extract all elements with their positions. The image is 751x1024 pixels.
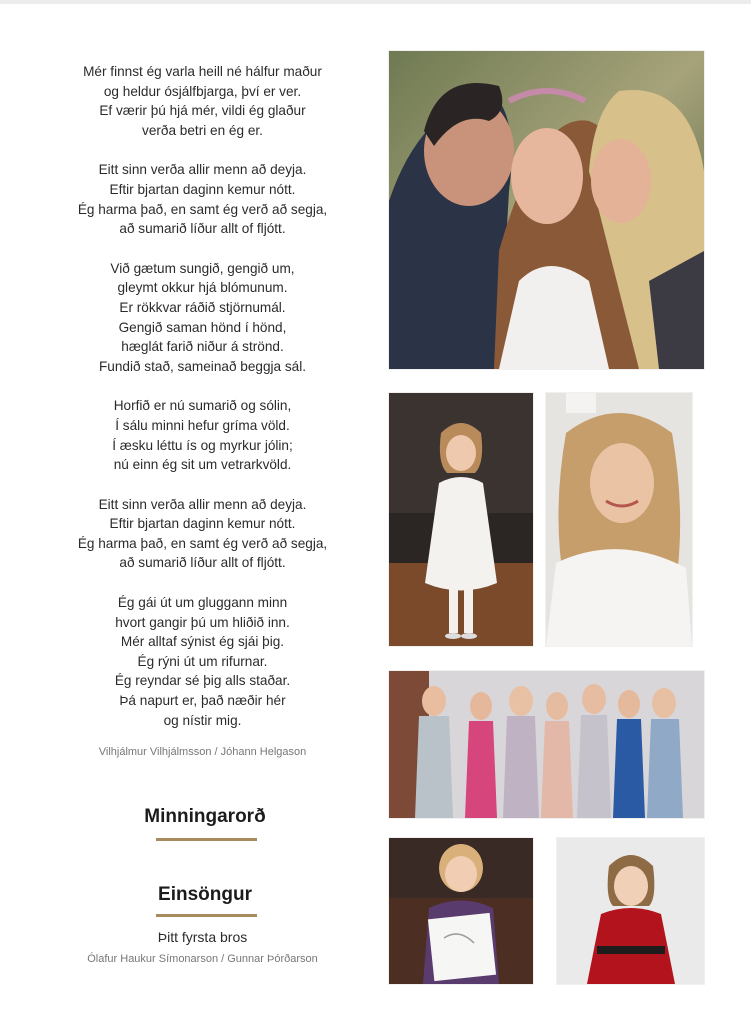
poem-line: Horfið er nú sumarið og sólin, <box>113 398 292 414</box>
poem-line: Eitt sinn verða allir menn að deyja. <box>98 162 307 178</box>
solo-heading-rule <box>156 914 257 917</box>
poem-stanza-2 <box>40 160 365 238</box>
poem-line: Mér finnst ég varla heill né hálfur maður <box>83 64 322 79</box>
poem-line: Mér alltaf sýnist ég sjái þig. <box>120 634 285 650</box>
poem-line: og nístir mig. <box>163 712 242 728</box>
poem-line: Eftir bjartan daginn kemur nótt. <box>109 516 296 532</box>
child-white-dress-photo <box>389 393 533 646</box>
song-credit: Ólafur Haukur Símonarson / Gunnar Þórðarson <box>87 953 318 965</box>
poem-line: hvort gangir þú um hliðið inn. <box>115 614 290 630</box>
poem-line: Gengið saman hönd í hönd, <box>118 319 287 335</box>
group-photo-image <box>389 671 704 818</box>
girl-smiling-photo <box>546 393 692 646</box>
memorial-heading-rule <box>156 838 257 841</box>
poem-line: Fundið stað, sameinað beggja sál. <box>98 358 307 374</box>
child-red-dress-photo <box>557 838 704 984</box>
poem-stanza-4 <box>40 396 365 474</box>
child-white-dress-image <box>389 393 533 646</box>
poem-line: Í sálu minni hefur gríma völd. <box>115 417 290 433</box>
poem-line: Ég harma það, en samt ég verð að segja, <box>77 201 328 217</box>
poem-line: Eftir bjartan daginn kemur nótt. <box>109 181 296 197</box>
poem <box>40 62 365 736</box>
child-red-dress-image <box>557 838 704 984</box>
poem-line: Ég harma það, en samt ég verð að segja, <box>77 535 328 551</box>
family-portrait-photo <box>389 51 704 369</box>
poem-stanza-3 <box>40 259 365 377</box>
page-top-edge <box>0 0 751 4</box>
poem-stanza-6 <box>40 593 365 730</box>
poem-line: verða betri en ég er. <box>142 122 263 138</box>
poem-credit: Vilhjálmur Vilhjálmsson / Jóhann Helgason <box>98 746 307 758</box>
poem-line: að sumarið líður allt of fljótt. <box>119 221 286 237</box>
poem-line: Ég rýni út um rifurnar. <box>137 653 268 669</box>
poem-line: Eitt sinn verða allir menn að deyja. <box>98 496 307 512</box>
poem-line: nú einn ég sit um vetrarkvöld. <box>113 457 292 473</box>
child-drawing-image <box>389 838 533 984</box>
solo-heading: Einsöngur <box>158 884 252 905</box>
poem-line: Ef værir þú hjá mér, vildi ég glaður <box>99 103 306 119</box>
poem-line: Við gætum sungið, gengið um, <box>110 260 295 276</box>
poem-line: Er rökkvar ráðið stjörnumál. <box>119 299 286 315</box>
poem-line: Þá napurt er, það næðir hér <box>119 693 286 709</box>
family-portrait-image <box>389 51 704 369</box>
child-drawing-photo <box>389 838 533 984</box>
poem-line: og heldur ósjálfbjarga, því er ver. <box>103 83 302 99</box>
poem-line: gleymt okkur hjá blómunum. <box>117 280 288 296</box>
poem-line: hæglát farið niður á strönd. <box>121 339 284 355</box>
poem-stanza-5 <box>40 495 365 573</box>
song-title: Þitt fyrsta bros <box>157 929 248 945</box>
girl-smiling-image <box>546 393 692 646</box>
poem-line: Ég reyndar sé þig alls staðar. <box>114 673 291 689</box>
poem-line: Ég gái út um gluggann minn <box>117 595 288 611</box>
poem-stanza-1 <box>40 62 365 140</box>
memorial-heading: Minningarorð <box>144 806 266 827</box>
poem-line: Í æsku léttu ís og myrkur jólin; <box>112 437 293 453</box>
group-photo <box>389 671 704 818</box>
poem-line: að sumarið líður allt of fljótt. <box>119 555 286 571</box>
